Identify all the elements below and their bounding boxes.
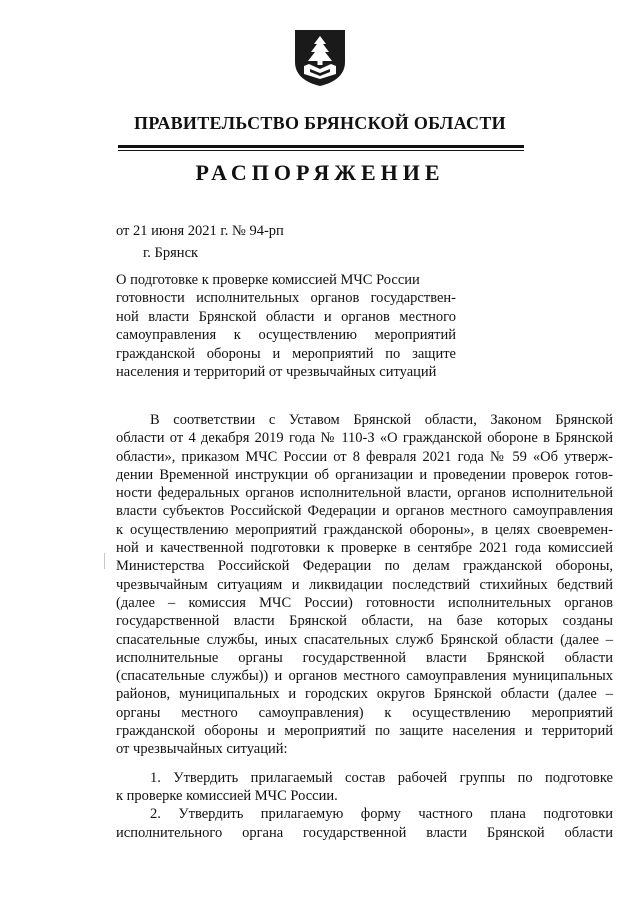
subject-line: гражданской обороны и мероприятий по защите: [116, 345, 456, 362]
document-type-title: РАСПОРЯЖЕНИЕ: [195, 160, 445, 185]
body-line: органы местного самоуправления) к осуществлению мероприятий: [116, 704, 613, 721]
body-line: ной и качественной подготовки к проверке в сентябре 2021 года комиссией: [116, 540, 613, 557]
body-line: исполнительного органа государственной власти Брянской области: [116, 824, 613, 841]
item-1-paragraph: [116, 769, 613, 806]
city-line: г. Брянск: [143, 245, 199, 261]
body-line: к проверке комиссией МЧС России.: [116, 787, 338, 804]
body-line: ности федеральных органов исполнительной власти, органов исполнительной: [116, 485, 613, 502]
body-line: Министерства Российской Федерации по делам гражданской обороны,: [116, 558, 613, 575]
body-line: районов, муниципальных и городских округов Брянской области (далее –: [116, 686, 613, 703]
subject-line: О подготовке к проверке комиссией МЧС России: [116, 272, 420, 288]
body-line: области», приказом МЧС России от 8 февраля 2021 года № 59 «Об утверж-: [116, 448, 613, 465]
subject-line: самоуправления к осуществлению мероприятий: [116, 327, 456, 344]
date-number-line: от 21 июня 2021 г. № 94-рп: [116, 223, 284, 239]
body-line: дении Временной инструкции об организации и проведении проверок готов-: [116, 466, 613, 483]
subject-line: готовности исполнительных органов государствен-: [116, 290, 456, 307]
body-line: гражданской обороны и мероприятий по защите населения и территорий: [116, 723, 613, 740]
body-line: (далее – комиссия МЧС России) готовности исполнительных органов: [116, 594, 613, 611]
document-body: [116, 411, 613, 842]
government-name: ПРАВИТЕЛЬСТВО БРЯНСКОЙ ОБЛАСТИ: [134, 113, 506, 133]
body-line: 1. Утвердить прилагаемый состав рабочей группы по подготовке: [150, 769, 613, 786]
subject-line: ной власти Брянской области и органов местного: [116, 308, 456, 325]
body-line: В соответствии с Уставом Брянской области, Законом Брянской: [150, 412, 613, 428]
body-line: от чрезвычайных ситуаций:: [116, 741, 288, 758]
subject-line: населения и территорий от чрезвычайных ситуаций: [116, 364, 437, 381]
body-line: к осуществлению мероприятий гражданской обороны», в целях своевремен-: [116, 521, 613, 538]
document-subject: [116, 271, 456, 381]
body-line: чрезвычайным ситуациям и ликвидации последствий стихийных бедствий: [116, 576, 613, 593]
header-rule-thick: [118, 145, 524, 148]
body-line: (спасательные службы)) и органов местного самоуправления муниципальных: [116, 668, 613, 685]
preamble-paragraph: [116, 411, 613, 759]
body-line: исполнительные органы государственной власти Брянской области: [116, 649, 613, 666]
body-line: спасательные службы, иных спасательных служб Брянской области (далее –: [116, 631, 613, 648]
body-line: власти субъектов Российской Федерации и органов местного самоуправления: [116, 503, 613, 520]
item-2-paragraph: [116, 805, 613, 842]
bryansk-coat-of-arms-icon: [293, 28, 347, 88]
body-line: области от 4 декабря 2019 года № 110-З «О гражданской обороне в Брянской: [116, 430, 613, 447]
header-rule-thin: [118, 150, 524, 151]
body-line: государственной власти Брянской области, на базе которых созданы: [116, 613, 613, 630]
margin-mark: [104, 553, 105, 569]
body-line: 2. Утвердить прилагаемую форму частного плана подготовки: [150, 806, 613, 823]
